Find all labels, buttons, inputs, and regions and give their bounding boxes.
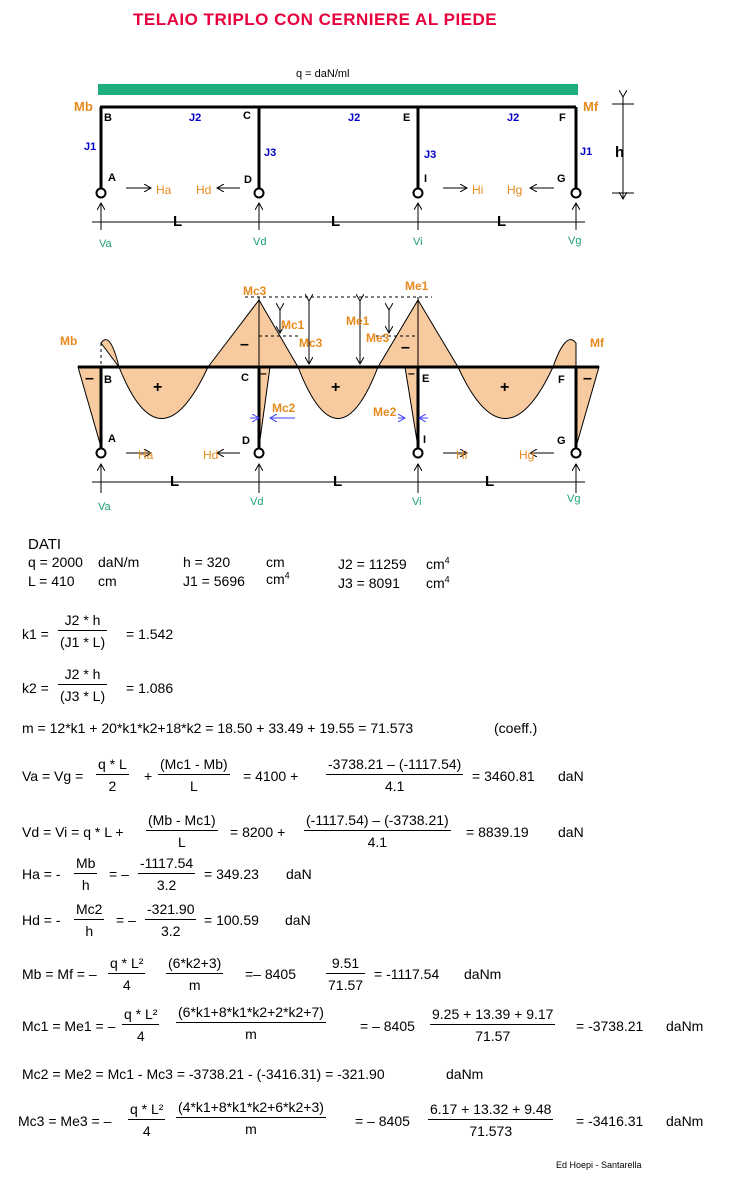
Mc3-f2-num: (4*k1+8*k1*k2+6*k2+3) xyxy=(176,1099,326,1118)
reaction-Vi-2: Vi xyxy=(412,496,422,508)
reaction-Hd-2: Hd xyxy=(203,448,219,462)
node-A-2: A xyxy=(108,433,116,445)
node-I-2: I xyxy=(423,434,427,446)
member-J3-left: J3 xyxy=(264,147,277,159)
moment-Me3: Me3 xyxy=(366,331,390,345)
Mc1-f2-num: (6*k1+8*k1*k2+2*k2+7) xyxy=(176,1004,326,1023)
Mc1-f3-num: 9.25 + 13.39 + 9.17 xyxy=(430,1006,555,1025)
moment-Me2: Me2 xyxy=(373,405,397,419)
Mc1-mid: = – 8405 xyxy=(360,1018,415,1034)
Mb-f2-num: (6*k2+3) xyxy=(166,955,223,974)
Vd-result: = 8839.19 xyxy=(466,824,529,840)
node-E-2: E xyxy=(422,373,430,385)
Mc1-f3-den: 71.57 xyxy=(475,1028,511,1044)
moment-Me1-top: Me1 xyxy=(405,279,429,293)
reaction-Hg: Hg xyxy=(507,183,523,197)
sign-minus-I: – xyxy=(408,366,415,380)
Ha-f1-num: Mb xyxy=(74,855,97,874)
Ha-lhs: Ha = - xyxy=(22,866,61,882)
k1-result: = 1.542 xyxy=(126,626,174,642)
dati-heading: DATI xyxy=(28,536,62,553)
hinge-I xyxy=(414,189,423,198)
Va-f2-den: L xyxy=(189,778,198,794)
node-F-2: F xyxy=(558,374,565,386)
reaction-Vg: Vg xyxy=(568,235,582,247)
reaction-Vg-2: Vg xyxy=(567,493,581,505)
node-A: A xyxy=(108,172,116,184)
moment-label-Mf: Mf xyxy=(583,99,599,114)
dati-J2: J2 = 11259 xyxy=(338,556,407,572)
Mc3-f1-num: q * L² xyxy=(128,1101,165,1120)
member-J1-left: J1 xyxy=(84,141,97,153)
node-D-2: D xyxy=(242,435,250,447)
m-note: (coeff.) xyxy=(494,720,538,736)
Mc1-f2-den: m xyxy=(245,1026,257,1042)
Ha-f1-den: h xyxy=(81,877,90,893)
Hd-f1-num: Mc2 xyxy=(74,901,104,920)
sign-minus-D: – xyxy=(260,366,267,380)
span-label-2b: L xyxy=(333,473,343,490)
Va-f1-den: 2 xyxy=(108,778,117,794)
moment-Me1: Me1 xyxy=(346,314,370,328)
node-B: B xyxy=(104,112,112,124)
sign-plus-1: + xyxy=(153,379,163,396)
Mc3-mid: = – 8405 xyxy=(355,1113,410,1129)
hinge-D xyxy=(255,189,264,198)
dati-L-unit: cm xyxy=(98,573,117,589)
dati-J1-unit: $cm^4$ xyxy=(266,570,290,587)
member-J2-2: J2 xyxy=(348,112,361,124)
dati-h: h = 320 xyxy=(183,554,231,570)
node-I: I xyxy=(424,173,428,185)
Vd-fraction-1 xyxy=(146,812,218,850)
Mb-result: = -1117.54 xyxy=(374,966,440,982)
Mb-f3-den: 71.57 xyxy=(328,977,364,993)
Va-plus: + xyxy=(144,768,153,784)
Vd-unit: daN xyxy=(558,824,584,840)
reaction-Ha: Ha xyxy=(156,183,172,197)
span-label-3: L xyxy=(497,213,507,230)
Va-f3-den: 4.1 xyxy=(384,778,405,794)
Mc3-fraction-2 xyxy=(176,1099,326,1137)
sign-minus-E: – xyxy=(401,339,410,356)
Mc1-fraction-1 xyxy=(122,1006,159,1044)
Ha-mid: = – xyxy=(109,866,129,882)
node-C: C xyxy=(243,110,251,122)
k2-denominator: (J3 * L) xyxy=(60,688,106,704)
Mc1-result: = -3738.21 xyxy=(576,1018,644,1034)
Mc1-fraction-2 xyxy=(176,1004,326,1042)
member-J2-1: J2 xyxy=(189,112,202,124)
Mb-fraction-3 xyxy=(326,955,365,993)
k1-fraction xyxy=(58,612,107,650)
Va-result: = 3460.81 xyxy=(472,768,535,784)
node-E: E xyxy=(403,112,411,124)
hinge-G xyxy=(572,189,581,198)
moment-Mf: Mf xyxy=(590,336,604,350)
Vd-f1-den: L xyxy=(177,834,186,850)
Ha-f2-den: 3.2 xyxy=(156,877,177,893)
sign-minus-C: – xyxy=(240,336,249,353)
Ha-fraction-1 xyxy=(74,855,97,893)
Mb-f1-num: q * L² xyxy=(108,955,145,974)
k1-lhs: k1 = xyxy=(22,626,49,642)
Mc1-unit: daNm xyxy=(666,1018,704,1034)
Hd-fraction-2 xyxy=(145,901,196,939)
k1-numerator: J2 * h xyxy=(58,612,107,631)
Mc1-f1-num: q * L² xyxy=(122,1006,159,1025)
Hd-lhs: Hd = - xyxy=(22,912,61,928)
Va-mid: = 4100 + xyxy=(243,768,299,784)
Mb-unit: daNm xyxy=(464,966,502,982)
Hd-f2-num: -321.90 xyxy=(145,901,196,920)
Va-unit: daN xyxy=(558,768,584,784)
sign-minus-left: – xyxy=(85,370,94,387)
Mb-fraction-2 xyxy=(166,955,223,993)
reaction-Va: Va xyxy=(99,238,112,250)
Vd-lhs: Vd = Vi = q * L + xyxy=(22,824,124,840)
reaction-Vd-2: Vd xyxy=(250,496,264,508)
Mc3-unit: daNm xyxy=(666,1113,704,1129)
load-label: q = daN/ml xyxy=(296,68,350,80)
height-label: h xyxy=(615,144,625,161)
Vd-fraction-2 xyxy=(304,812,451,850)
moment-Mb: Mb xyxy=(60,334,78,348)
span-label-3b: L xyxy=(485,473,495,490)
dati-J3: J3 = 8091 xyxy=(338,575,400,591)
dati-L: L = 410 xyxy=(28,573,75,589)
Va-f2-num: (Mc1 - Mb) xyxy=(158,756,230,775)
node-G-2: G xyxy=(557,435,566,447)
Mc1-fraction-3 xyxy=(430,1006,555,1044)
m-formula: m = 12*k1 + 20*k1*k2+18*k2 = 18.50 + 33.49 + 19.55 = 71.573 xyxy=(22,720,414,736)
k2-result: = 1.086 xyxy=(126,680,174,696)
Mb-f2-den: m xyxy=(188,977,201,993)
Mc1-f1-den: 4 xyxy=(136,1028,145,1044)
member-J1-right: J1 xyxy=(580,146,593,158)
moment-Mc3: Mc3 xyxy=(299,336,323,350)
dati-J1: J1 = 5696 xyxy=(183,573,245,589)
Ha-fraction-2 xyxy=(138,855,195,893)
Vd-f1-num: (Mb - Mc1) xyxy=(146,812,218,831)
sign-plus-3: + xyxy=(500,379,510,396)
node-D: D xyxy=(244,174,252,186)
span-label-2: L xyxy=(331,213,341,230)
sign-plus-2: + xyxy=(331,379,341,396)
Hd-unit: daN xyxy=(285,912,311,928)
Hd-result: = 100.59 xyxy=(204,912,259,928)
Mc2-formula: Mc2 = Me2 = Mc1 - Mc3 = -3738.21 - (-3416.31) = -321.90 xyxy=(22,1066,385,1082)
member-J2-3: J2 xyxy=(507,112,520,124)
Mc3-f2-den: m xyxy=(245,1121,257,1137)
Hd-mid: = – xyxy=(116,912,136,928)
moment-Mc3-top: Mc3 xyxy=(243,284,267,298)
Va-lhs: Va = Vg = xyxy=(22,768,84,784)
Va-f1-num: q * L xyxy=(96,756,129,775)
reaction-Vi: Vi xyxy=(413,236,423,248)
Ha-f2-num: -1117.54 xyxy=(138,855,195,874)
sign-minus-right: – xyxy=(583,370,592,387)
Mc3-f3-den: 71.573 xyxy=(469,1123,513,1139)
node-B-2: B xyxy=(104,374,112,386)
Vd-mid: = 8200 + xyxy=(230,824,286,840)
Va-fraction-2 xyxy=(158,756,230,794)
member-J3-right: J3 xyxy=(424,149,437,161)
Hd-f2-den: 3.2 xyxy=(161,923,181,939)
Mb-f1-den: 4 xyxy=(122,977,131,993)
k2-numerator: J2 * h xyxy=(58,666,107,685)
Mc1-lhs: Mc1 = Me1 = – xyxy=(22,1018,116,1034)
Mb-fraction-1 xyxy=(108,955,145,993)
node-C-2: C xyxy=(241,372,249,384)
Vd-f2-num: (-1117.54) – (-3738.21) xyxy=(304,812,451,831)
Vd-f2-den: 4.1 xyxy=(367,834,388,850)
Ha-unit: daN xyxy=(286,866,312,882)
reaction-Hi: Hi xyxy=(472,183,484,197)
Mb-f3-num: 9.51 xyxy=(326,955,365,974)
moment-Mc1: Mc1 xyxy=(281,318,305,332)
Hd-fraction-1 xyxy=(74,901,104,939)
Mb-lhs: Mb = Mf = – xyxy=(22,966,97,982)
dati-q: q = 2000 xyxy=(28,554,83,570)
reaction-Va-2: Va xyxy=(98,501,111,513)
moment-label-Mb: Mb xyxy=(74,99,93,114)
Mc3-f3-num: 6.17 + 13.32 + 9.48 xyxy=(428,1101,553,1120)
reaction-Hd: Hd xyxy=(196,183,212,197)
reaction-Ha-2: Ha xyxy=(138,448,154,462)
span-label-1b: L xyxy=(170,473,180,490)
Mc3-result: = -3416.31 xyxy=(576,1113,644,1129)
reaction-Vd: Vd xyxy=(253,236,267,248)
node-G: G xyxy=(557,173,566,185)
moment-Mc2: Mc2 xyxy=(272,401,296,415)
dati-J2-unit: $cm^4$ xyxy=(426,555,450,572)
span-label-1: L xyxy=(173,213,183,230)
reaction-Hi-2: Hi xyxy=(456,448,468,462)
dati-h-unit: cm xyxy=(266,554,285,570)
Va-f3-num: -3738.21 – (-1117.54) xyxy=(326,756,463,775)
reaction-Hg-2: Hg xyxy=(519,448,535,462)
page-title: TELAIO TRIPLO CON CERNIERE AL PIEDE xyxy=(133,10,498,29)
distributed-load-bar xyxy=(98,84,578,95)
hinge-A xyxy=(97,189,106,198)
node-F: F xyxy=(559,112,566,124)
footer-credit: Ed Hoepi - Santarella xyxy=(556,1160,642,1170)
Va-fraction-3 xyxy=(326,756,463,794)
Mc3-lhs: Mc3 = Me3 = – xyxy=(18,1113,112,1129)
Mc3-fraction-1 xyxy=(128,1101,165,1139)
dati-q-unit: daN/m xyxy=(98,554,140,570)
Va-fraction-1 xyxy=(96,756,129,794)
frame-scheme xyxy=(92,84,634,230)
k2-lhs: k2 = xyxy=(22,680,49,696)
Mc3-f1-den: 4 xyxy=(142,1123,151,1139)
dati-J3-unit: $cm^4$ xyxy=(426,574,450,591)
Mc2-unit: daNm xyxy=(446,1066,484,1082)
Mb-mid: =– 8405 xyxy=(245,966,296,982)
Hd-f1-den: h xyxy=(85,923,94,939)
k1-denominator: (J1 * L) xyxy=(60,634,106,650)
k2-fraction xyxy=(58,666,107,704)
Mc3-fraction-3 xyxy=(428,1101,553,1139)
Ha-result: = 349.23 xyxy=(204,866,259,882)
